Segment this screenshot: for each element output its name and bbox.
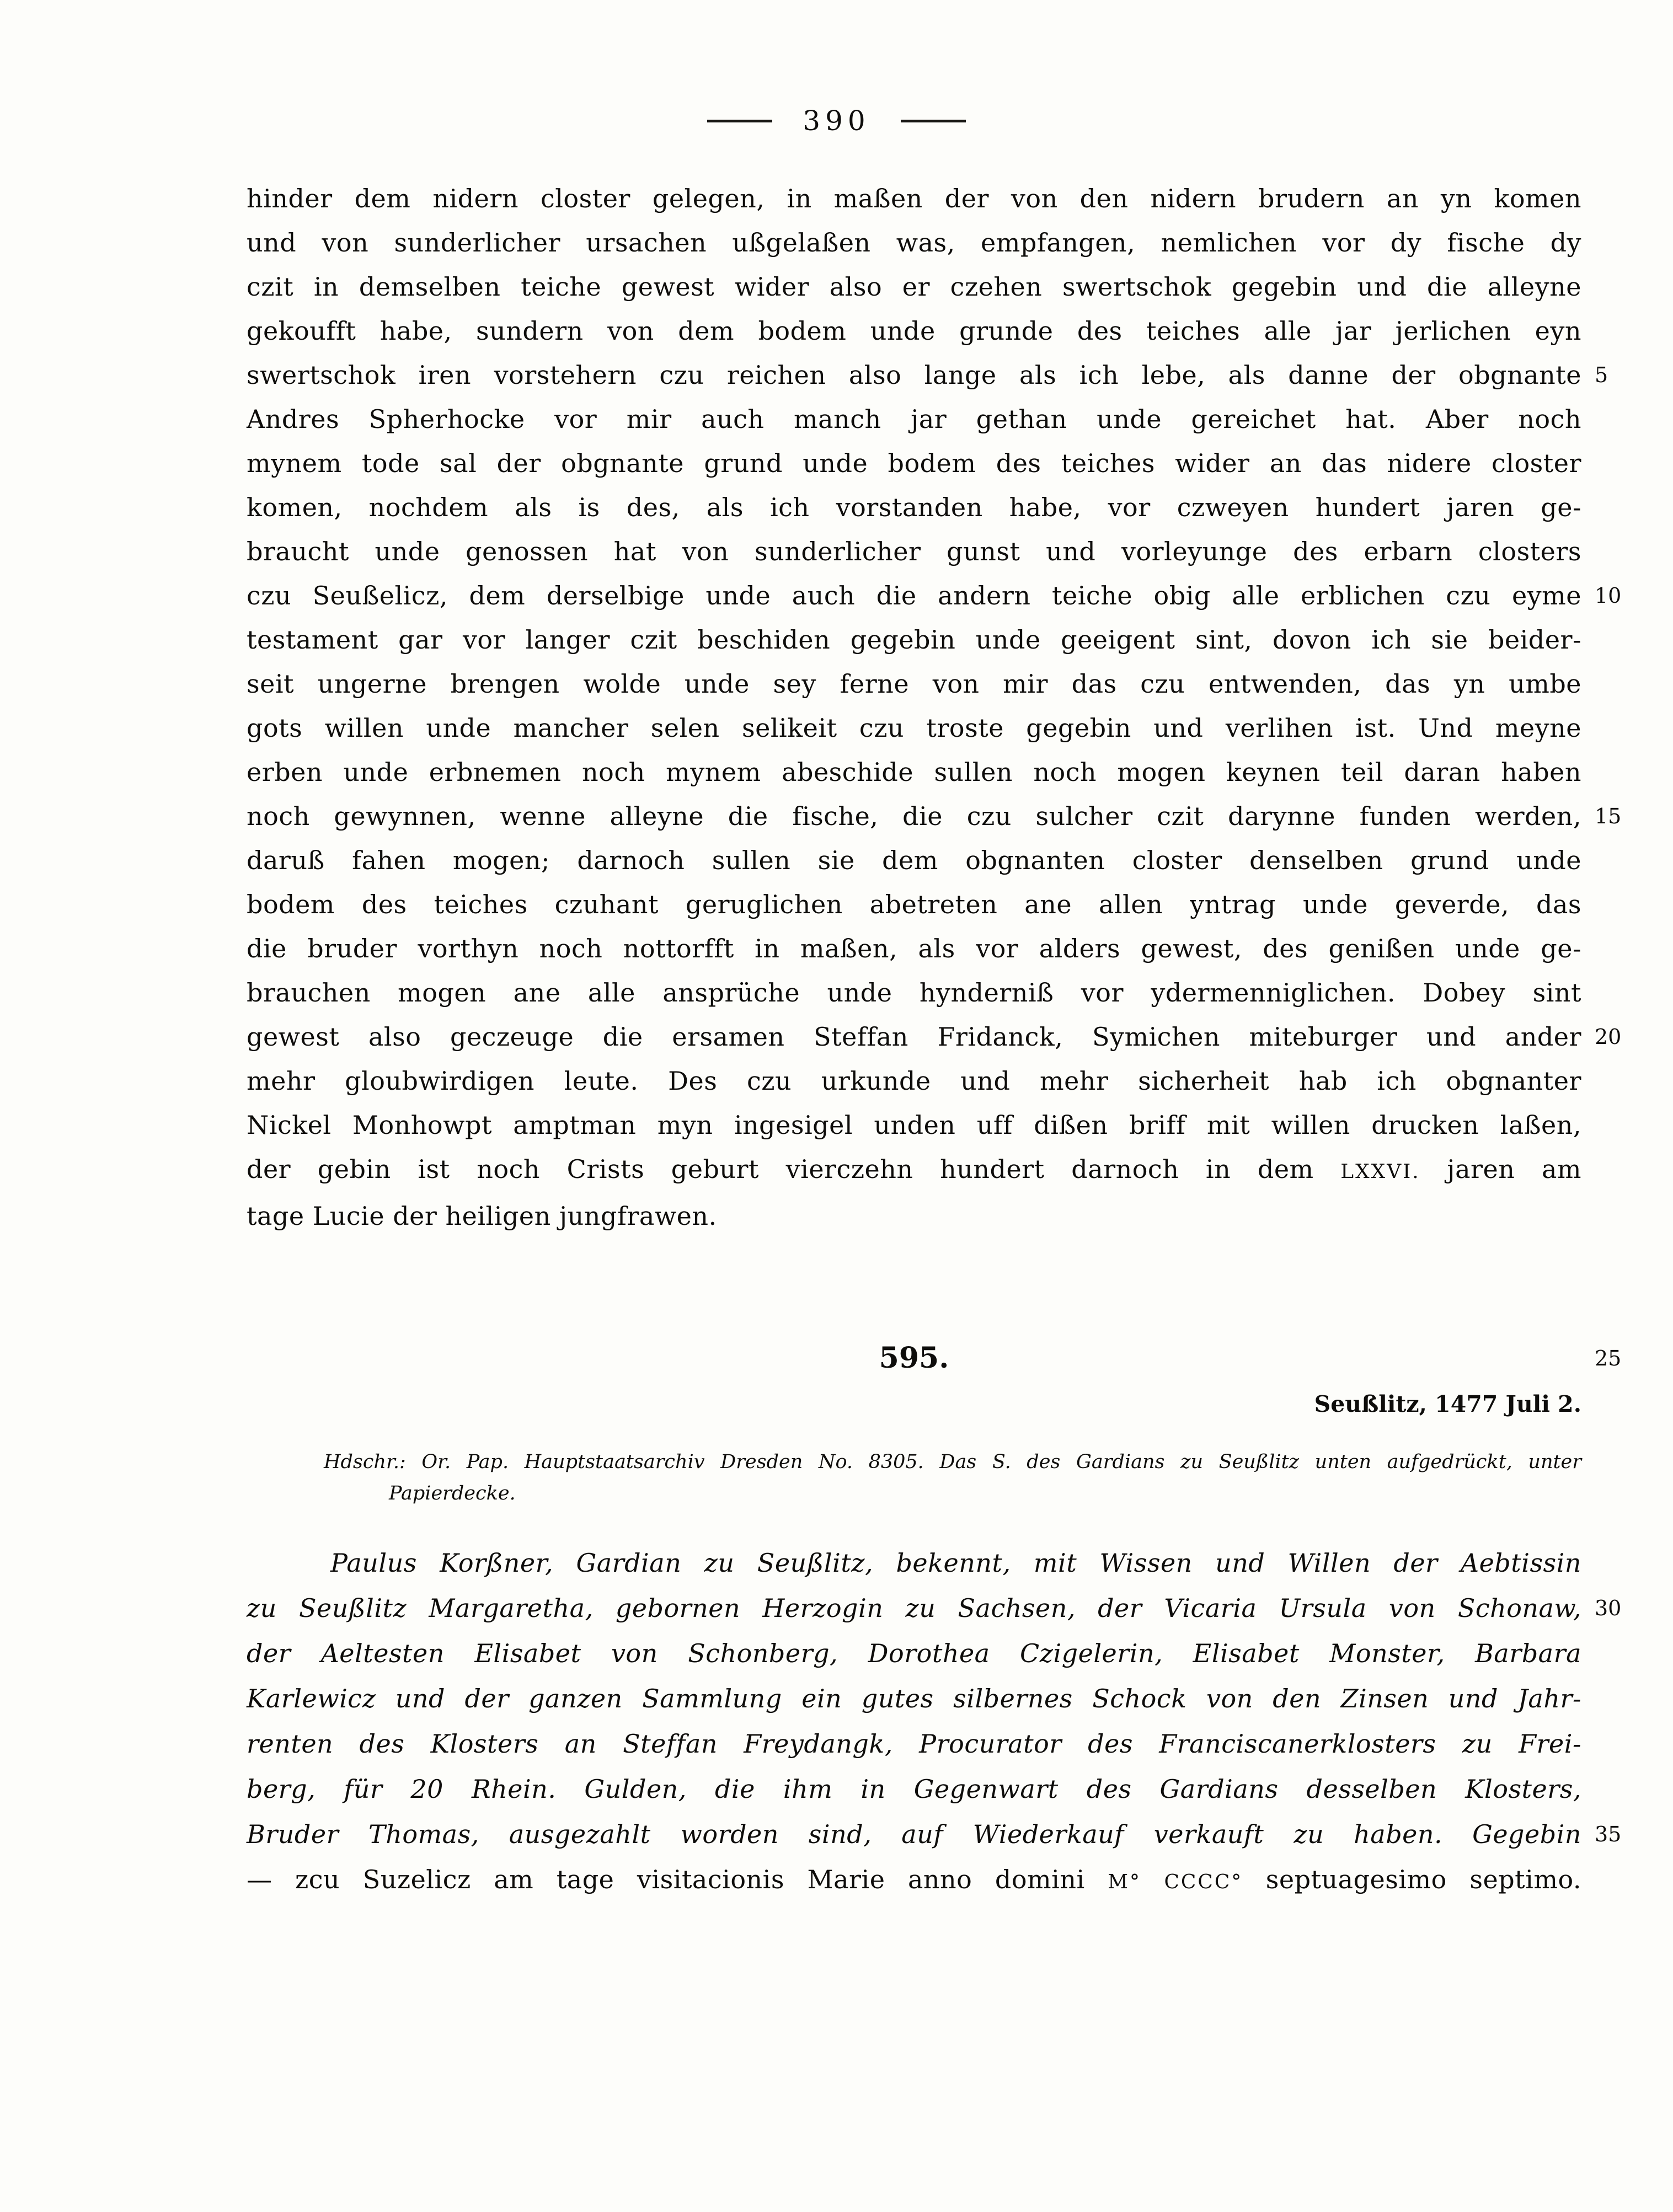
summary-line: berg, für 20 Rhein. Gulden, die ihm in Gegenwart des Gardians desselben Klosters, xyxy=(247,1774,1581,1804)
text-line-content: swertschok iren vorstehern czu reichen also lange als ich lebe, als danne der obgnante xyxy=(247,360,1581,390)
margin-line-number: 25 xyxy=(1595,1346,1622,1370)
source-note xyxy=(247,1447,1581,1509)
margin-line-number: 35 xyxy=(1595,1822,1622,1846)
closing-line-content: — zcu Suzelicz am tage visitacionis Marie anno domini xyxy=(247,1865,1108,1894)
text-line: braucht unde genossen hat von sunderlicher gunst und vorleyunge des erbarn closters xyxy=(247,537,1581,566)
charter-text-paragraph xyxy=(247,176,1622,1238)
margin-line-number: 30 xyxy=(1595,1596,1622,1620)
entry-heading xyxy=(247,1338,1622,1378)
text-line: bodem des teiches czuhant geruglichen abetreten ane allen yntrag unde geverde, das xyxy=(247,890,1581,919)
entry-number: 595. xyxy=(879,1341,949,1375)
source-note-line: Papierdecke. xyxy=(389,1482,516,1504)
text-line: gekoufft habe, sundern von dem bodem unde grunde des teiches alle jar jerlichen eyn xyxy=(247,316,1581,346)
text-line-content: jaren am xyxy=(1420,1154,1581,1184)
text-line: gots willen unde mancher selen selikeit czu troste gegebin und verlihen ist. Und meyne xyxy=(247,713,1581,743)
text-line: czit in demselben teiche gewest wider also er czehen swertschok gegebin und die alleyne xyxy=(247,272,1581,302)
closing-line xyxy=(247,1857,1581,1905)
margin-line-number: 20 xyxy=(1595,1025,1622,1049)
text-line: seit ungerne brengen wolde unde sey ferne von mir das czu entwenden, das yn umbe xyxy=(247,669,1581,699)
text-line xyxy=(247,353,1608,397)
small-caps-roman-numeral: CCCC° xyxy=(1164,1871,1243,1893)
margin-line-number: 15 xyxy=(1595,804,1622,828)
closing-line-content: septuagesimo septimo. xyxy=(1243,1865,1581,1894)
margin-line-number: 5 xyxy=(1595,363,1608,387)
text-line: die bruder vorthyn noch nottorfft in maßen, als vor alders gewest, des genißen unde ge- xyxy=(247,934,1581,963)
page-number: 390 xyxy=(803,105,870,137)
text-line xyxy=(247,1147,1581,1194)
header-rule-right xyxy=(901,120,966,122)
summary-line-content: zu Seußlitz Margaretha, gebornen Herzogin zu Sachsen, der Vicaria Ursula von Schonaw, xyxy=(247,1593,1581,1623)
text-line xyxy=(247,794,1622,838)
text-line: Nickel Monhowpt amptman myn ingesigel unden uff dißen briff mit willen drucken laßen, xyxy=(247,1110,1581,1140)
summary-line: renten des Klosters an Steffan Freydangk, Procurator des Franciscanerklosters zu Frei- xyxy=(247,1729,1581,1759)
text-line: testament gar vor langer czit beschiden gegebin unde geeigent sint, dovon ich sie beider- xyxy=(247,625,1581,655)
text-line: daruß fahen mogen; darnoch sullen sie dem obgnanten closter denselben grund unde xyxy=(247,845,1581,875)
text-line: mehr gloubwirdigen leute. Des czu urkunde und mehr sicherheit hab ich obgnanter xyxy=(247,1066,1581,1096)
text-line-content: noch gewynnen, wenne alleyne die fische, die czu sulcher czit darynne funden werden, xyxy=(247,801,1581,831)
summary-line: Karlewicz und der ganzen Sammlung ein gutes silbernes Schock von den Zinsen und Jahr- xyxy=(247,1684,1581,1713)
text-line xyxy=(247,574,1622,618)
text-line-content: czu Seußelicz, dem derselbige unde auch die andern teiche obig alle erblichen czu eyme xyxy=(247,581,1581,610)
text-line: tage Lucie der heiligen jungfrawen. xyxy=(247,1201,717,1231)
text-line-content: gewest also geczeuge die ersamen Steffan Fridanck, Symichen miteburger und ander xyxy=(247,1022,1581,1052)
small-caps-roman-numeral: M° xyxy=(1108,1871,1141,1893)
entry-summary-paragraph xyxy=(247,1540,1622,1905)
summary-line xyxy=(247,1812,1622,1857)
small-caps-roman-numeral: LXXVI. xyxy=(1340,1160,1420,1183)
entry-place-date: Seußlitz, 1477 Juli 2. xyxy=(1314,1391,1581,1417)
summary-line-content: Bruder Thomas, ausgezahlt worden sind, auf Wiederkauf verkauft zu haben. Gegebin xyxy=(247,1819,1581,1849)
text-line: Andres Spherhocke vor mir auch manch jar gethan unde gereichet hat. Aber noch xyxy=(247,404,1581,434)
text-line: erben unde erbnemen noch mynem abeschide sullen noch mogen keynen teil daran haben xyxy=(247,757,1581,787)
summary-line: der Aeltesten Elisabet von Schonberg, Dorothea Czigelerin, Elisabet Monster, Barbara xyxy=(247,1638,1581,1668)
text-line: und von sunderlicher ursachen ußgelaßen was, empfangen, nemlichen vor dy fische dy xyxy=(247,228,1581,258)
margin-line-number: 10 xyxy=(1595,583,1622,608)
closing-line-content xyxy=(1141,1865,1164,1894)
summary-line: Paulus Korßner, Gardian zu Seußlitz, bekennt, mit Wissen und Willen der Aebtissin xyxy=(330,1548,1581,1578)
text-line: hinder dem nidern closter gelegen, in maßen der von den nidern brudern an yn komen xyxy=(247,184,1581,213)
text-line xyxy=(247,1015,1622,1059)
text-line: komen, nochdem als is des, als ich vorstanden habe, vor czweyen hundert jaren ge- xyxy=(247,492,1581,522)
source-note-line: Hdschr.: Or. Pap. Hauptstaatsarchiv Dresden No. 8305. Das S. des Gardians zu Seußlitz unten aufgedrückt, unter xyxy=(324,1451,1581,1473)
text-line-content: der gebin ist noch Crists geburt vierczehn hundert darnoch in dem xyxy=(247,1154,1341,1184)
text-line: mynem tode sal der obgnante grund unde bodem des teiches wider an das nidere closter xyxy=(247,448,1581,478)
page-header xyxy=(0,105,1673,137)
text-column xyxy=(247,176,1622,1905)
header-rule-left xyxy=(707,120,772,122)
text-line: brauchen mogen ane alle ansprüche unde hynderniß vor ydermenniglichen. Dobey sint xyxy=(247,978,1581,1008)
summary-line xyxy=(247,1586,1622,1631)
